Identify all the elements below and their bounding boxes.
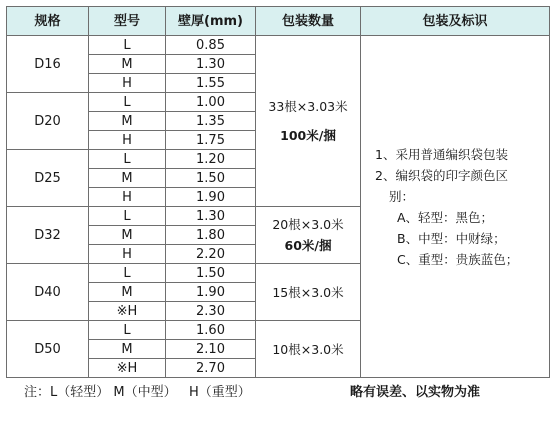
header-spec: 规格 [7,7,89,36]
type-cell: L [89,150,166,169]
pack-quantity-cell [256,36,361,207]
spec-cell: D25 [7,150,89,207]
wall-cell: 1.90 [166,188,256,207]
spec-table [6,6,550,378]
header-pack-label: 包装及标识 [361,7,550,36]
wall-cell: 1.00 [166,93,256,112]
wall-cell: 2.10 [166,340,256,359]
wall-cell: 1.30 [166,55,256,74]
wall-cell: 1.75 [166,131,256,150]
pack-quantity-cell [256,207,361,264]
label-line: 2、编织袋的印字颜色区 [375,167,508,183]
type-cell: L [89,93,166,112]
type-cell: M [89,55,166,74]
label-line: A、轻型：黑色； [397,209,494,225]
spec-cell: D16 [7,36,89,93]
type-cell: H [89,131,166,150]
table-row [7,36,550,55]
type-cell: ※H [89,302,166,321]
pack-line: 20根×3.0米 [272,217,344,232]
wall-cell: 2.30 [166,302,256,321]
header-wall-thickness: 壁厚(mm) [166,7,256,36]
wall-cell: 1.35 [166,112,256,131]
wall-cell: 1.30 [166,207,256,226]
footer-note: 注：L（轻型） M（中型） H（重型） [24,385,251,400]
pack-line: 60米/捆 [284,238,332,253]
header-type: 型号 [89,7,166,36]
type-cell: M [89,226,166,245]
wall-cell: 1.60 [166,321,256,340]
type-cell: M [89,169,166,188]
wall-cell: 1.50 [166,169,256,188]
type-cell: H [89,188,166,207]
pack-line: 33根×3.03米 [268,99,348,114]
pack-quantity-cell: 15根×3.0米 [256,264,361,321]
type-cell: H [89,245,166,264]
type-cell: ※H [89,359,166,378]
wall-cell: 2.70 [166,359,256,378]
type-cell: H [89,74,166,93]
type-cell: L [89,207,166,226]
type-cell: L [89,321,166,340]
label-line: 1、采用普通编织袋包装 [375,146,508,162]
pack-label-cell [361,36,550,378]
wall-cell: 1.55 [166,74,256,93]
pack-quantity-cell: 10根×3.0米 [256,321,361,378]
spec-cell: D20 [7,93,89,150]
wall-cell: 1.80 [166,226,256,245]
pack-line: 100米/捆 [280,128,336,143]
wall-cell: 1.50 [166,264,256,283]
wall-cell: 1.20 [166,150,256,169]
type-cell: L [89,264,166,283]
wall-cell: 2.20 [166,245,256,264]
wall-cell: 1.90 [166,283,256,302]
spec-cell: D40 [7,264,89,321]
spec-cell: D32 [7,207,89,264]
label-line: B、中型：中财绿； [397,230,506,246]
spec-cell: D50 [7,321,89,378]
label-line: C、重型：贵族蓝色； [397,251,519,267]
footer-disclaimer: 略有误差、以实物为准 [350,385,481,400]
label-line: 别： [389,188,415,204]
header-pack-quantity: 包装数量 [256,7,361,36]
type-cell: M [89,340,166,359]
wall-cell: 0.85 [166,36,256,55]
type-cell: L [89,36,166,55]
type-cell: M [89,112,166,131]
header-row [7,7,550,36]
type-cell: M [89,283,166,302]
